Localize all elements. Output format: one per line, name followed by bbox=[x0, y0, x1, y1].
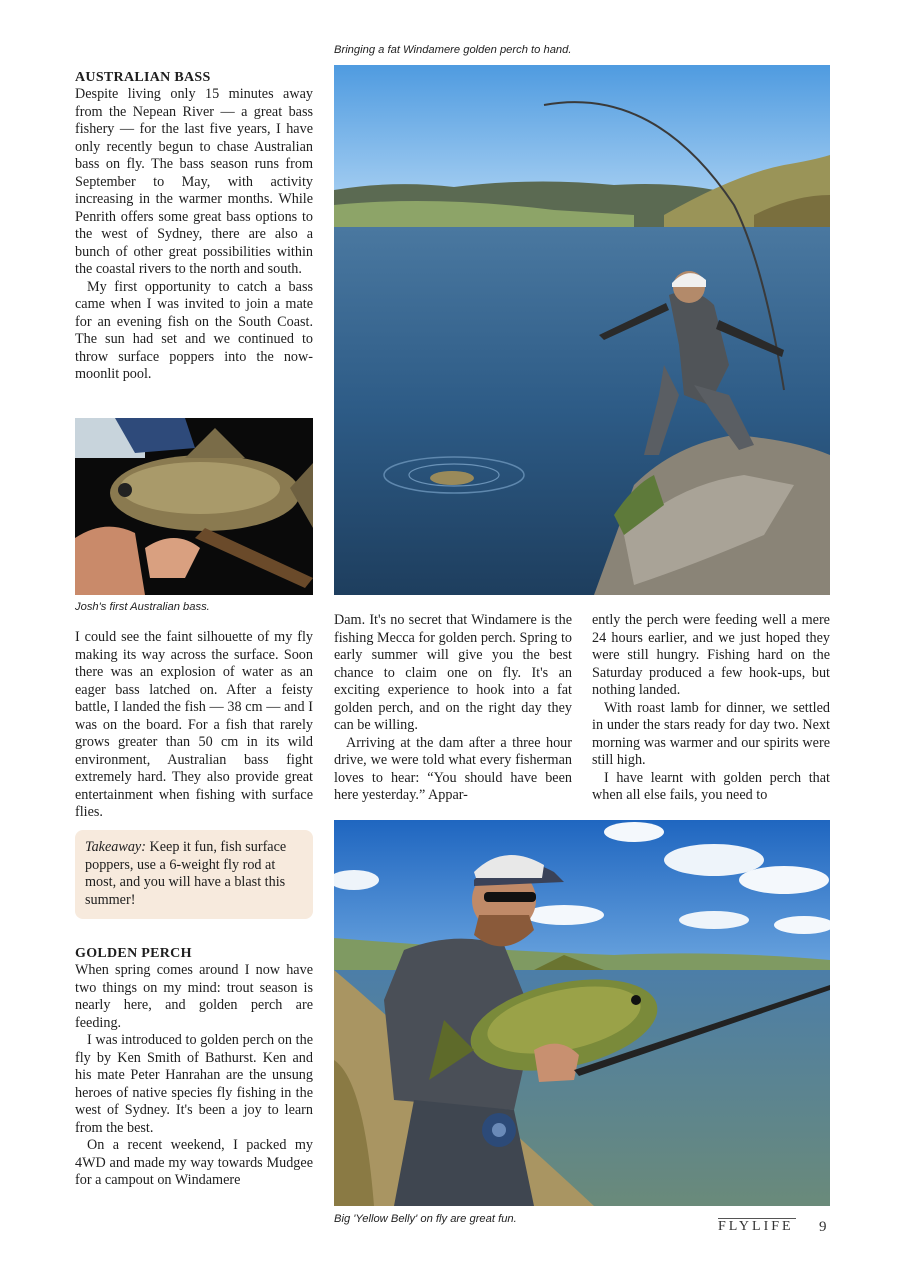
perch-paragraph-3: On a recent weekend, I packed my 4WD and made my way towards Mudgee for a campout on Windamere bbox=[75, 1137, 313, 1188]
bass-photo-illustration bbox=[75, 418, 313, 595]
perch-heading: GOLDEN PERCH bbox=[75, 946, 192, 961]
middle-paragraph-2: Arriving at the dam after a three hour drive, we were told what every fisherman loves to hear: “You should have been here yesterday.” Appar- bbox=[334, 734, 572, 803]
bass-section-continued bbox=[75, 629, 313, 822]
top-photo bbox=[334, 65, 830, 595]
perch-section bbox=[75, 945, 313, 1190]
takeaway-box bbox=[75, 830, 313, 919]
bass-section bbox=[75, 69, 313, 384]
bass-heading: AUSTRALIAN BASS bbox=[75, 70, 211, 85]
bass-paragraph-3: I could see the faint silhouette of my fly making its way across the surface. Soon there was an explosion of water as an eager bass latched on. After a feisty battle, I landed the fish — 38 cm — and I was on the board. For a fish that rarely grows greater than 50 cm in its wild environment, Australian bass fight extremely hard. They also provide great entertainment when fishing with surface flies. bbox=[75, 629, 313, 820]
bass-photo-caption: Josh's first Australian bass. bbox=[75, 601, 210, 613]
right-paragraph-2: With roast lamb for dinner, we settled in under the stars ready for day two. Next morning was warmer and our spirits were still high. bbox=[592, 699, 830, 768]
right-paragraph-3: I have learnt with golden perch that when all else fails, you need to bbox=[592, 769, 830, 803]
perch-paragraph-1: When spring comes around I now have two things on my mind: trout season is nearly here, and golden perch are feeding. bbox=[75, 962, 313, 1031]
bass-paragraph-1: Despite living only 15 minutes away from the Nepean River — a great bass fishery — for the last five years, I have only recently begun to chase Australian bass on fly. The bass season runs from September to May, with activity increasing in the warmer months. While Penrith offers some great bass options to the west of Sydney, there are also a bunch of other great possibilities within the coastal rivers to the north and south. bbox=[75, 86, 313, 277]
bass-photo bbox=[75, 418, 313, 595]
top-photo-illustration bbox=[334, 65, 830, 595]
bottom-photo-illustration bbox=[334, 820, 830, 1206]
right-paragraph-1: ently the perch were feeding well a mere 24 hours earlier, and we just hoped they were still hungry. Fishing hard on the Saturday produced a few hook-ups, but nothing landed. bbox=[592, 612, 830, 698]
bass-paragraph-2: My first opportunity to catch a bass came when I was invited to join a mate for an evening fish on the South Coast. The sun had set and we continued to throw surface poppers into the now-moonlit pool. bbox=[75, 278, 313, 382]
takeaway-text: Keep it fun, fish surface poppers, use a 6-weight fly rod at most, and you will have a blast this summer! bbox=[85, 839, 287, 908]
perch-paragraph-2: I was introduced to golden perch on the fly by Ken Smith of Bathurst. Ken and his mate Peter Hanrahan are the unsung heroes of native species fly fishing in the west of Sydney. It's been a joy to learn from the best. bbox=[75, 1032, 313, 1136]
page-number: 9 bbox=[819, 1219, 827, 1235]
middle-paragraph-1: Dam. It's no secret that Windamere is the fishing Mecca for golden perch. Spring to early summer will give you the best chance to claim one on fly. It's an exciting experience to hook into a fat golden perch, and on the right day they can be willing. bbox=[334, 612, 572, 733]
bottom-photo-caption: Big 'Yellow Belly' on fly are great fun. bbox=[334, 1213, 517, 1225]
bottom-photo bbox=[334, 820, 830, 1206]
top-photo-caption: Bringing a fat Windamere golden perch to hand. bbox=[334, 44, 572, 56]
flylife-logo: FLYLIFE bbox=[718, 1219, 794, 1234]
right-column bbox=[592, 612, 830, 805]
takeaway-label: Takeaway: bbox=[85, 839, 146, 855]
middle-column bbox=[334, 612, 572, 805]
